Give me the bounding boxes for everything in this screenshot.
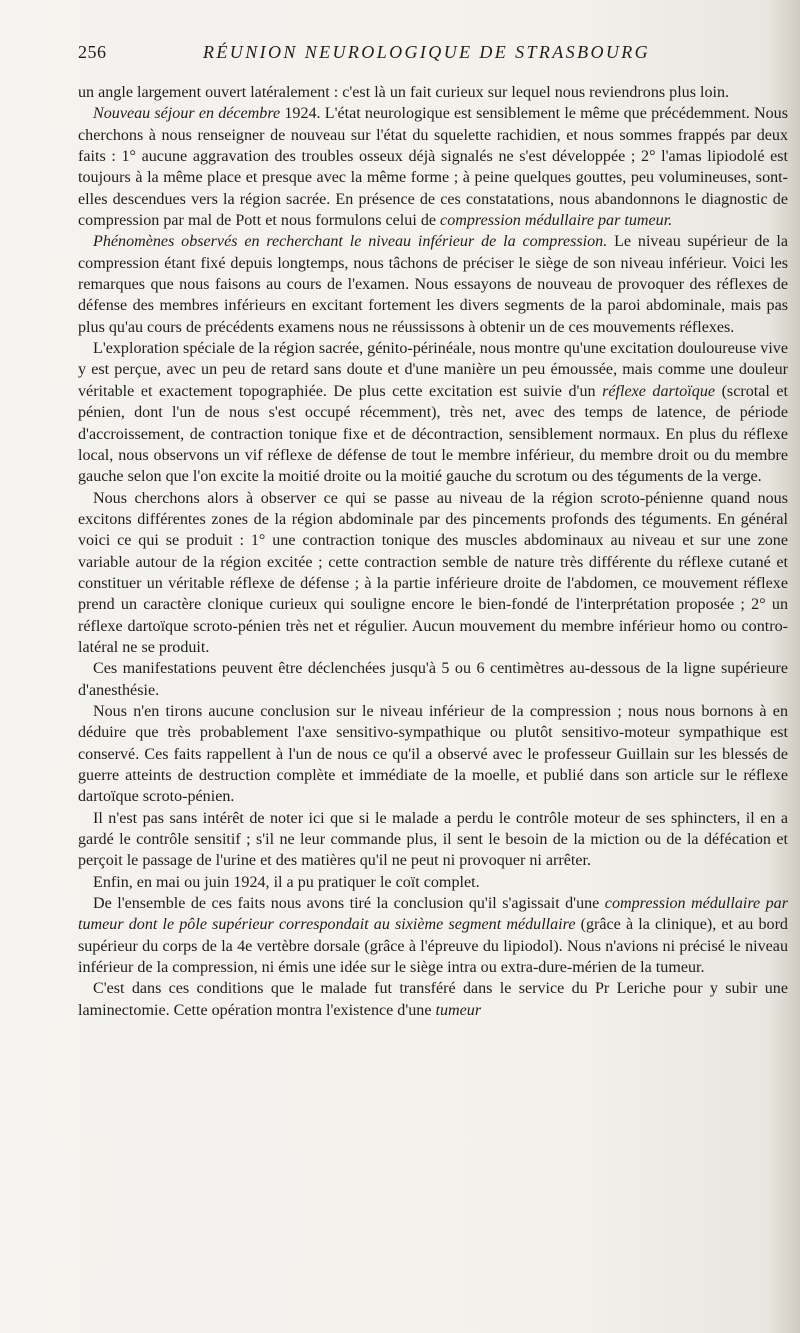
paragraph (78, 872, 788, 893)
page-number: 256 (78, 42, 107, 62)
paragraph (78, 658, 788, 701)
paragraph-text: De l'ensemble de ces faits nous avons tiré la conclusion qu'il s'agissait d'une (93, 895, 605, 913)
body-text (78, 82, 788, 1021)
page-header (78, 42, 770, 66)
italic-text: Phénomènes observés en recherchant le niveau inférieur de la compression. (93, 233, 608, 251)
italic-text: tumeur (435, 1001, 482, 1019)
paragraph-text: C'est dans ces conditions que le malade fut transféré dans le service du Pr Leriche pour y subir une laminectomie. Cette opération montra l'existence d'une (78, 980, 788, 1019)
paragraph (78, 338, 788, 487)
italic-text: compression médullaire par tumeur dont le pôle supérieur correspondait au sixième segment médullaire (78, 895, 788, 934)
paragraph (78, 82, 788, 103)
paragraph-text: L'exploration spéciale de la région sacrée, génito-périnéale, nous montre qu'une excitation douloureuse vive y est perçue, avec un peu de retard sans doute et d'une manière un peu émoussée, mais comme une douleur véritable et exactement topographiée. De plus cette excitation est suivie d'un (78, 340, 788, 400)
paragraph (78, 701, 788, 808)
paragraph (78, 488, 788, 659)
paragraph (78, 893, 788, 978)
paragraph-text: Nous cherchons alors à observer ce qui se passe au niveau de la région scroto-pénienne quand nous excitons différentes zones de la région abdominale par des pincements profonds des téguments. En général voici ce qui se produit : 1° une contraction tonique des muscles abdominaux au niveau et sur une zone variable autour de la région excitée ; cette contraction semble de nature très différente du réflexe cutané et constituer un véritable réflexe de défense ; à la partie inférieure droite de l'abdomen, ce mouvement réflexe prend un caractère clonique curieux qui souligne encore le bien-fondé de l'interprétation proposée ; 2° un réflexe dartoïque scroto-pénien très net et régulier. Aucun mouvement du membre inférieur homo ou contro-latéral ne se produit. (78, 489, 788, 656)
paragraph-text: (grâce à la clinique), et au bord supérieur du corps de la 4e vertèbre dorsale (grâce à l'épreuve du lipiodol). Nous n'avions ni précisé le niveau inférieur de la compression, ni émis une idée sur le siège intra ou extra-dure-mérien de la tumeur. (78, 916, 788, 977)
running-title: RÉUNION NEUROLOGIQUE DE STRASBOURG (203, 42, 651, 62)
paragraph-text: Nous n'en tirons aucune conclusion sur le niveau inférieur de la compression ; nous nous bornons à en déduire que très probablement l'axe sensitivo-sympathique ou plutôt sensitivo-moteur sympathique est conservé. Ces faits rappellent à l'un de nous ce qu'il a observé avec le professeur Guillain sur les blessés de guerre atteints de destruction complète et immédiate de la moelle, et publié dans son article sur le réflexe dartoïque scroto-pénien. (78, 702, 788, 806)
italic-text: Nouveau séjour en décembre (93, 105, 281, 123)
paragraph-text: Il n'est pas sans intérêt de noter ici que si le malade a perdu le contrôle moteur de ses sphincters, il en a gardé le contrôle sensitif ; s'il ne leur commande plus, il sent le besoin de la miction ou de la défécation et perçoit le passage de l'urine et des matières qu'il ne peut ni provoquer ni arrêter. (78, 809, 788, 870)
paragraph-text: Le niveau supérieur de la compression étant fixé depuis longtemps, nous tâchons de préciser le siège de son niveau inférieur. Voici les remarques que nous faisons au cours de l'examen. Nous essayons de nouveau de provoquer des réflexes de défense des membres inférieurs en excitant fortement les divers segments de la paroi abdominale, mais pas plus qu'au cours de précédents examens nous ne réussissons à obtenir un de ces mouvements réflexes. (78, 233, 788, 336)
paragraph-text: Ces manifestations peuvent être déclenchées jusqu'à 5 ou 6 centimètres au-dessous de la ligne supérieure d'anesthésie. (78, 660, 788, 699)
italic-text: réflexe dartoïque (602, 382, 716, 400)
paragraph-text: 1924. L'état neurologique est sensiblement le même que précédemment. Nous cherchons à nous renseigner de nouveau sur l'état du squelette rachidien, et nous sommes frappés par deux faits : 1° aucune aggravation des troubles osseux déjà signalés ne s'est développée ; 2° l'amas lipiodolé est toujours à la même place et presque avec la même forme ; à peine quelques gouttes, peu volumineuses, sont-elles descendues vers la région sacrée. En présence de ces constatations, nous abandonnons le diagnostic de compression par mal de Pott et nous formulons celui de (78, 105, 788, 230)
paragraph (78, 103, 788, 231)
paragraph-text: (scrotal et pénien, dont l'un de nous s'est occupé récemment), très net, avec des temps de latence, de période d'accroissement, de contraction tonique fixe et de décontraction, sensiblement normaux. En plus du réflexe local, nous observons un vif réflexe de défense de tout le membre inférieur, du membre droit ou du membre gauche selon que l'on excite la moitié droite ou la moitié gauche du scrotum ou des téguments de la verge. (78, 382, 788, 486)
paragraph-text: Enfin, en mai ou juin 1924, il a pu pratiquer le coït complet. (93, 873, 480, 891)
italic-text: compression médullaire par tumeur. (440, 212, 673, 230)
paragraph (78, 808, 788, 872)
paragraph (78, 978, 788, 1021)
paragraph-text: un angle largement ouvert latéralement : c'est là un fait curieux sur lequel nous reviendrons plus loin. (78, 84, 730, 101)
paragraph (78, 231, 788, 338)
